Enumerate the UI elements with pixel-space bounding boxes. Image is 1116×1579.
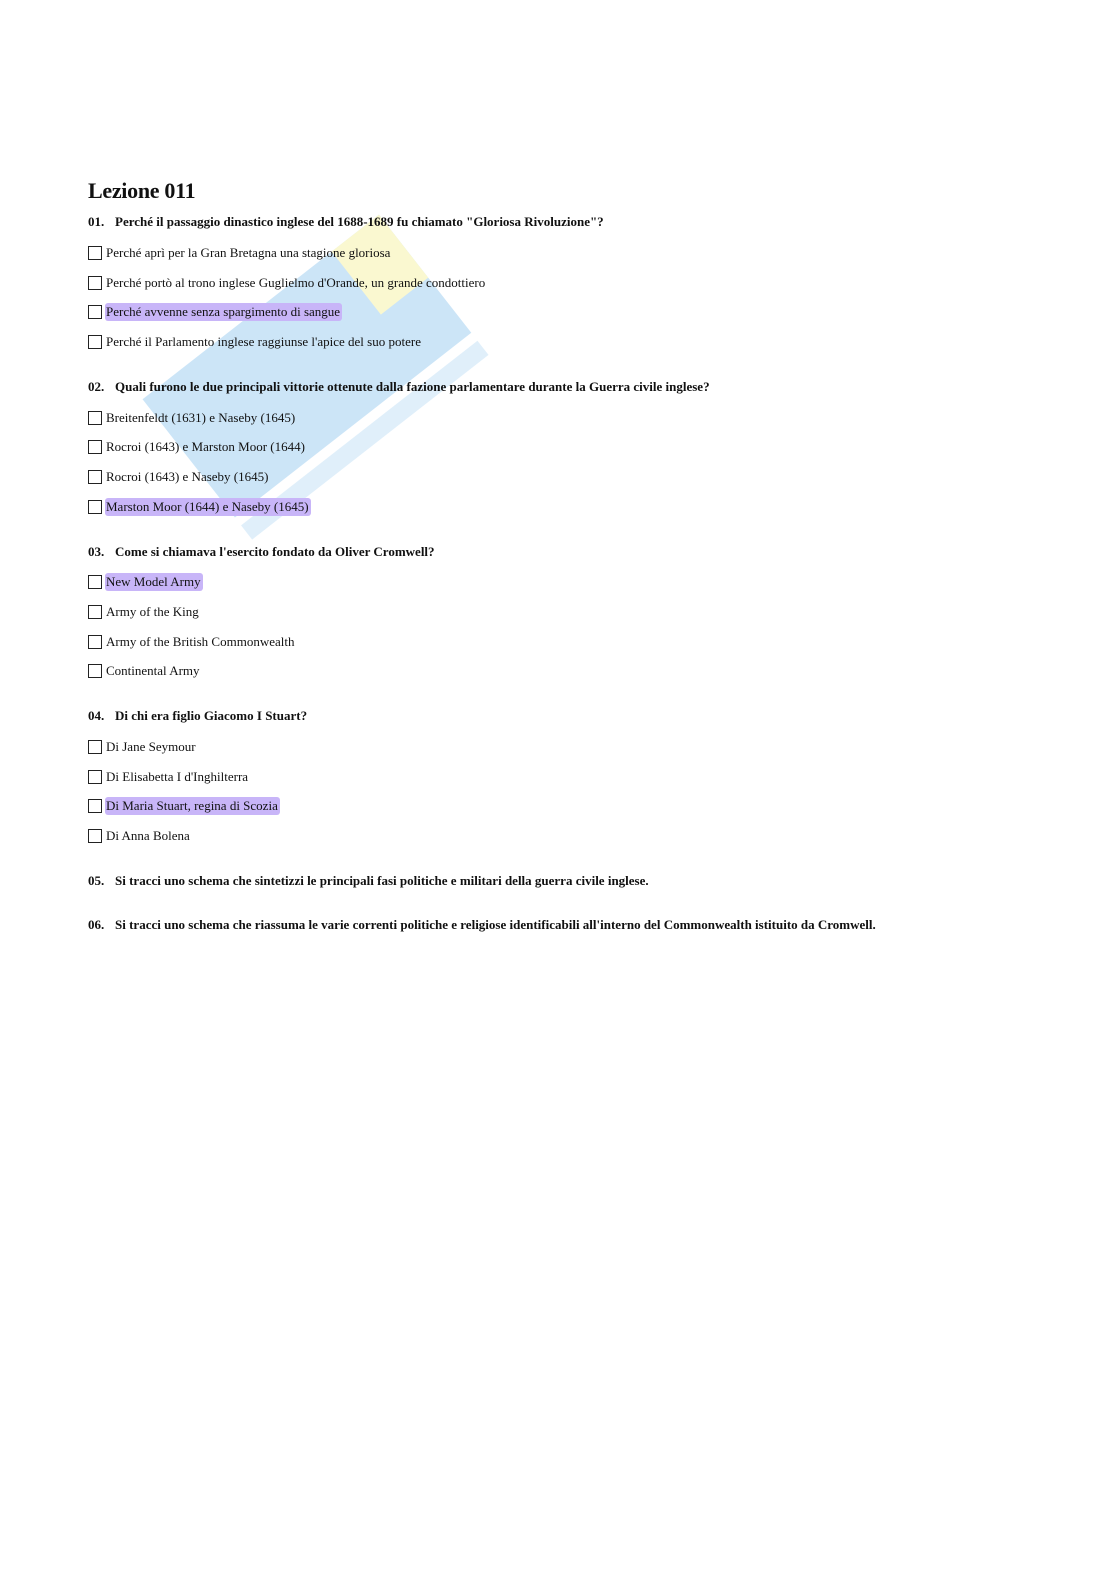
- question-block: [88, 214, 1048, 357]
- document-page: [88, 178, 1048, 961]
- answer-option[interactable]: [88, 432, 1048, 462]
- question-text: [88, 214, 1048, 230]
- answer-option[interactable]: [88, 762, 1048, 792]
- question-label: Di chi era figlio Giacomo I Stuart?: [115, 708, 308, 724]
- answer-checkbox[interactable]: [88, 440, 102, 454]
- answer-option[interactable]: [88, 297, 1048, 327]
- answer-option[interactable]: [88, 627, 1048, 657]
- question-label: Quali furono le due principali vittorie ottenute dalla fazione parlamentare durante la Guerra civile inglese?: [115, 378, 710, 394]
- answer-checkbox[interactable]: [88, 740, 102, 754]
- answer-checkbox[interactable]: [88, 276, 102, 290]
- answer-checkbox[interactable]: [88, 335, 102, 349]
- highlighted-answer-label: Marston Moor (1644) e Naseby (1645): [106, 498, 309, 514]
- answer-option[interactable]: [88, 492, 1048, 522]
- answer-label: Di Elisabetta I d'Inghilterra: [106, 768, 249, 784]
- answer-option[interactable]: [88, 568, 1048, 598]
- question-text: [88, 379, 1048, 395]
- question-label: Si tracci uno schema che sintetizzi le principali fasi politiche e militari della guerra civile inglese.: [115, 873, 649, 888]
- answer-checkbox[interactable]: [88, 575, 102, 589]
- question-block: [88, 708, 1048, 851]
- answer-option[interactable]: [88, 732, 1048, 762]
- question-number: 01.: [88, 214, 105, 229]
- answer-checkbox[interactable]: [88, 411, 102, 425]
- question-number: 05.: [88, 873, 105, 888]
- answer-checkbox[interactable]: [88, 305, 102, 319]
- answer-option[interactable]: [88, 792, 1048, 822]
- answer-option[interactable]: [88, 821, 1048, 851]
- open-question-list: [88, 873, 1048, 933]
- open-question: [88, 917, 1048, 933]
- answer-label: Perché portò al trono inglese Guglielmo d'Orande, un grande condottiero: [106, 274, 486, 290]
- open-question: [88, 873, 1048, 889]
- question-label: Come si chiamava l'esercito fondato da Oliver Cromwell?: [115, 543, 435, 559]
- page-title: Lezione 011: [88, 178, 196, 203]
- answer-label: Continental Army: [106, 663, 200, 679]
- highlighted-answer-label: Perché avvenne senza spargimento di sangue: [106, 304, 341, 320]
- answer-checkbox[interactable]: [88, 605, 102, 619]
- answer-option[interactable]: [88, 268, 1048, 298]
- question-text: [88, 708, 1048, 724]
- answer-checkbox[interactable]: [88, 770, 102, 784]
- highlighted-answer-label: Di Maria Stuart, regina di Scozia: [106, 798, 278, 814]
- answer-option[interactable]: [88, 327, 1048, 357]
- answer-label: Di Jane Seymour: [106, 739, 196, 755]
- answer-label: Rocroi (1643) e Naseby (1645): [106, 468, 269, 484]
- question-text: [88, 544, 1048, 560]
- answer-checkbox[interactable]: [88, 470, 102, 484]
- answer-checkbox[interactable]: [88, 635, 102, 649]
- answer-label: Army of the British Commonwealth: [106, 633, 295, 649]
- answer-option[interactable]: [88, 403, 1048, 433]
- question-number: 06.: [88, 917, 105, 932]
- question-block: [88, 544, 1048, 687]
- answer-label: Army of the King: [106, 604, 199, 620]
- answer-checkbox[interactable]: [88, 500, 102, 514]
- question-label: Si tracci uno schema che riassuma le varie correnti politiche e religiose identificabili all'interno del Commonwealth istituito da Cromwell.: [115, 917, 876, 932]
- answer-checkbox[interactable]: [88, 829, 102, 843]
- answer-label: Breitenfeldt (1631) e Naseby (1645): [106, 409, 296, 425]
- answer-label: Perché aprì per la Gran Bretagna una stagione gloriosa: [106, 244, 391, 260]
- answer-label: Perché il Parlamento inglese raggiunse l'apice del suo potere: [106, 333, 421, 349]
- answer-option[interactable]: [88, 462, 1048, 492]
- answer-label: Di Anna Bolena: [106, 828, 190, 844]
- question-number: 04.: [88, 708, 105, 724]
- question-list: [88, 214, 1048, 851]
- question-number: 03.: [88, 543, 105, 559]
- answer-option[interactable]: [88, 657, 1048, 687]
- question-label: Perché il passaggio dinastico inglese del 1688-1689 fu chiamato "Gloriosa Rivoluzione"?: [115, 214, 604, 229]
- answer-label: Rocroi (1643) e Marston Moor (1644): [106, 439, 305, 455]
- answer-checkbox[interactable]: [88, 799, 102, 813]
- answer-option[interactable]: [88, 238, 1048, 268]
- answer-option[interactable]: [88, 597, 1048, 627]
- question-number: 02.: [88, 378, 105, 394]
- question-block: [88, 379, 1048, 522]
- highlighted-answer-label: New Model Army: [106, 574, 201, 590]
- answer-checkbox[interactable]: [88, 246, 102, 260]
- answer-checkbox[interactable]: [88, 664, 102, 678]
